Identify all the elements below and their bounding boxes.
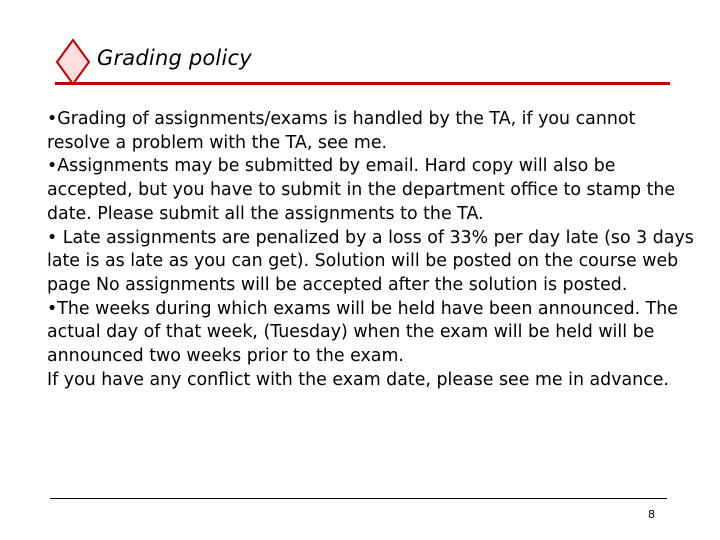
- title-underline: [55, 82, 670, 85]
- policy-text: [47, 108, 697, 392]
- diamond-icon: [55, 38, 91, 86]
- paragraph-exams: •The weeks during which exams will be held have been announced. The actual day of that week, (Tuesday) when the exam will be held will be announced two weeks prior to the exam.: [47, 298, 679, 367]
- footer-divider: [50, 498, 667, 499]
- paragraph-late-policy: • Late assignments are penalized by a loss of 33% per day late (so 3 days late is as late as you can get). Solution will be posted on the course web page No assignments will be accepted after the solution is posted.: [47, 227, 694, 295]
- title-area: [55, 34, 675, 90]
- page-title: Grading policy: [97, 46, 252, 70]
- paragraph-submission: •Assignments may be submitted by email. Hard copy will also be accepted, but you have to submit in the department office to stamp the date. Please submit all the assignments to the TA.: [47, 156, 676, 224]
- paragraph-ta: •Grading of assignments/exams is handled by the TA, if you cannot resolve a problem with the TA, see me.: [47, 109, 636, 153]
- page-number: 8: [648, 508, 655, 521]
- paragraph-conflict: If you have any conflict with the exam date, please see me in advance.: [47, 369, 669, 390]
